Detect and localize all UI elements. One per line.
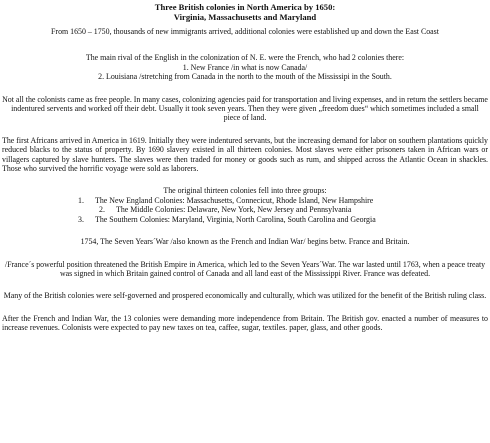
document-title-line-2: Virginia, Massachusetts and Maryland [173, 12, 317, 22]
paragraph-first-africans: The first Africans arrived in America in 1619. Initially they were indentured servants, but the increasing demand for labor on southern plantations quickly reduced blacks to the status of property. By 1690 slavery existed in all thirteen colonies. Most slaves were either prisoners taken in African wars or villagers captured by slave hunters. The slaves were then traded for money or goods such as rum, and shipped across the Atlantic Ocean in shackles. Those who survived the horrific voyage were sold as laborers. [2, 135, 488, 174]
list-item [2, 196, 488, 205]
colony-groups-list [2, 196, 488, 224]
paragraph-french-rival-intro: The main rival of the English in the colonization of N. E. were the French, who had 2 colonies there: [85, 53, 405, 63]
colony-groups-section [2, 186, 488, 224]
list-item-number: 2. [99, 205, 105, 215]
paragraph-independence: After the French and Indian War, the 13 colonies were demanding more independence from Britain. The British gov. enacted a number of measures to increase revenues. Colonists were expected to pay new taxes on tea, caffee, sugar, textiles. paper, glass, and other goods. [2, 313, 488, 333]
list-item [2, 205, 488, 214]
french-colony-item-2: 2. Louisiana /stretching from Canada in the north to the mouth of the Mississipi in the South. [98, 72, 392, 82]
paragraph-self-governed: Many of the British colonies were self-governed and prospered economically and culturally, which was utilized for the benefit of the British ruling class. [3, 291, 487, 301]
paragraph-indentured-servants: Not all the colonists came as free people. In many cases, colonizing agencies paid for transportation and living expenses, and in return the settlers became indentured servents and worked off their debt. Usually it took seven years. Then they were given „freedom dues“ which sometimes included a small piece of land. [2, 94, 488, 123]
paragraph-seven-years-war: 1754, The Seven Years´War /also known as the French and Indian War/ begins betw. France and Britain. [80, 237, 410, 247]
list-item-number: 3. [78, 214, 84, 224]
paragraph-france-threat: /France´s powerful position threatened the British Empire in America, which led to the Seven Years´War. The war lasted until 1763, when a peace treaty was signed in which Britain gained control of Canada and all land east of the Mississippi River. France was defeated. [4, 259, 486, 278]
colony-groups-intro: The original thirteen colonies fell into three groups: [163, 186, 327, 196]
list-item-number: 1. [78, 195, 84, 205]
document-title-line-1: Three British colonies in North America by 1650: [154, 2, 336, 12]
paragraph-immigration: From 1650 – 1750, thousands of new immigrants arrived, additional colonies were established up and down the East Coast [51, 27, 439, 36]
list-item-text: The Southern Colonies: Maryland, Virginia, North Carolina, South Carolina and Georgia [95, 214, 376, 224]
list-item-text: The New England Colonies: Massachusetts, Connecicut, Rhode Island, New Hampshire [95, 195, 374, 205]
document-page [2, 2, 488, 333]
list-item-text: The Middle Colonies: Delaware, New York, New Jersey and Pennsylvania [116, 205, 352, 215]
french-colony-item-1: 1. New France /in what is now Canada/ [182, 62, 308, 72]
list-item [2, 215, 488, 224]
french-rival-section [2, 53, 488, 81]
